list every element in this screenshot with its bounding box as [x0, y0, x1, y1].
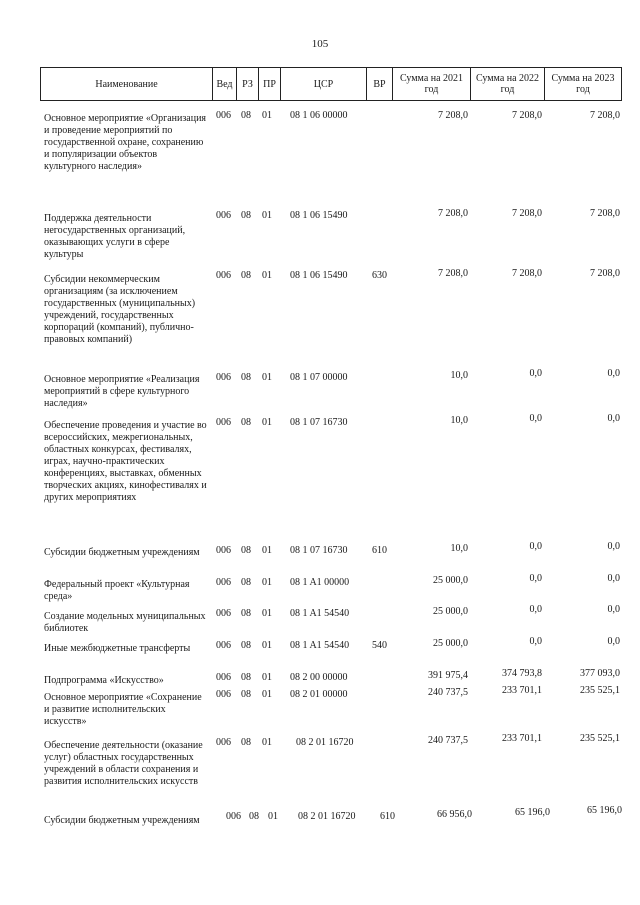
row-sum-2023: 0,0	[607, 604, 620, 615]
row-csr: 08 1 06 15490	[290, 270, 348, 281]
header-vr: ВР	[366, 67, 392, 101]
row-sum-2021: 10,0	[450, 370, 468, 381]
row-name: Поддержка деятельности негосударственных организаций, оказывающих услуги в сфере культуры	[44, 213, 186, 260]
row-csr: 08 1 07 16730	[290, 545, 348, 556]
row-pr: 01	[262, 417, 272, 428]
row-sum-2023: 235 525,1	[580, 685, 620, 696]
row-csr: 08 2 00 00000	[290, 672, 348, 683]
row-pr: 01	[262, 545, 272, 556]
row-sum-2022: 0,0	[529, 541, 542, 552]
row-csr: 08 1 A1 54540	[290, 640, 350, 651]
row-ved: 006	[216, 210, 231, 221]
row-name: Субсидии бюджетным учреждениям	[44, 815, 200, 826]
row-name: Субсидии некоммерческим организациям (за исключением государственных (муниципальных) учреждений, государственных корпораций (компаний), публично-правовых компаний)	[44, 274, 196, 345]
row-csr: 08 1 A1 00000	[290, 577, 350, 588]
row-sum-2021: 25 000,0	[433, 575, 468, 586]
row-sum-2021: 10,0	[450, 415, 468, 426]
row-vr: 630	[372, 270, 387, 281]
row-ved: 006	[216, 110, 231, 121]
row-sum-2023: 0,0	[607, 573, 620, 584]
row-csr: 08 1 07 00000	[290, 372, 348, 383]
row-sum-2022: 233 701,1	[502, 733, 542, 744]
row-pr: 01	[262, 577, 272, 588]
row-sum-2023: 7 208,0	[590, 208, 620, 219]
row-ved: 006	[216, 577, 231, 588]
row-sum-2022: 0,0	[529, 413, 542, 424]
row-sum-2023: 7 208,0	[590, 268, 620, 279]
row-sum-2023: 0,0	[607, 541, 620, 552]
row-name: Обеспечение деятельности (оказание услуг) областных государственных учреждений в области сохранения и развития исполнительских искусств	[44, 740, 203, 787]
row-sum-2023: 7 208,0	[590, 110, 620, 121]
row-sum-2021: 7 208,0	[438, 208, 468, 219]
header-sum-2022: Сумма на 2022 год	[470, 67, 544, 101]
row-sum-2021: 240 737,5	[428, 687, 468, 698]
row-vr: 610	[380, 811, 395, 822]
row-rz: 08	[241, 577, 251, 588]
row-rz: 08	[241, 545, 251, 556]
row-ved: 006	[216, 640, 231, 651]
row-vr: 540	[372, 640, 387, 651]
row-sum-2022: 0,0	[529, 573, 542, 584]
row-name: Иные межбюджетные трансферты	[44, 643, 191, 654]
row-sum-2023: 65 196,0	[587, 805, 622, 816]
row-pr: 01	[268, 811, 278, 822]
header-csr: ЦСР	[280, 67, 366, 101]
header-pr: ПР	[258, 67, 280, 101]
row-sum-2021: 7 208,0	[438, 268, 468, 279]
row-pr: 01	[262, 672, 272, 683]
row-sum-2022: 233 701,1	[502, 685, 542, 696]
row-pr: 01	[262, 608, 272, 619]
row-csr: 08 1 06 00000	[290, 110, 348, 121]
row-rz: 08	[241, 640, 251, 651]
row-name: Субсидии бюджетным учреждениям	[44, 547, 200, 558]
row-vr: 610	[372, 545, 387, 556]
row-sum-2022: 0,0	[529, 604, 542, 615]
row-csr: 08 1 A1 54540	[290, 608, 350, 619]
row-rz: 08	[241, 372, 251, 383]
row-sum-2023: 0,0	[607, 636, 620, 647]
row-rz: 08	[241, 737, 251, 748]
row-sum-2023: 0,0	[607, 368, 620, 379]
row-rz: 08	[241, 210, 251, 221]
row-pr: 01	[262, 372, 272, 383]
row-sum-2021: 391 975,4	[428, 670, 468, 681]
row-ved: 006	[216, 608, 231, 619]
header-sum-2023: Сумма на 2023 год	[544, 67, 622, 101]
row-ved: 006	[216, 372, 231, 383]
row-sum-2021: 25 000,0	[433, 606, 468, 617]
row-csr: 08 1 07 16730	[290, 417, 348, 428]
row-name: Основное мероприятие «Сохранение и развитие исполнительских искусств»	[44, 692, 202, 727]
row-pr: 01	[262, 110, 272, 121]
row-pr: 01	[262, 270, 272, 281]
row-sum-2022: 7 208,0	[512, 268, 542, 279]
row-csr: 08 1 06 15490	[290, 210, 348, 221]
row-ved: 006	[216, 270, 231, 281]
row-sum-2022: 0,0	[529, 636, 542, 647]
row-pr: 01	[262, 737, 272, 748]
row-pr: 01	[262, 640, 272, 651]
row-sum-2022: 65 196,0	[515, 807, 550, 818]
row-sum-2023: 0,0	[607, 413, 620, 424]
row-pr: 01	[262, 689, 272, 700]
row-rz: 08	[241, 672, 251, 683]
row-pr: 01	[262, 210, 272, 221]
row-rz: 08	[241, 689, 251, 700]
row-sum-2021: 7 208,0	[438, 110, 468, 121]
row-ved: 006	[216, 672, 231, 683]
row-ved: 006	[226, 811, 241, 822]
row-rz: 08	[241, 608, 251, 619]
row-rz: 08	[241, 110, 251, 121]
row-csr: 08 2 01 00000	[290, 689, 348, 700]
row-name: Создание модельных муниципальных библиотек	[44, 611, 206, 634]
row-name: Основное мероприятие «Организация и проведение мероприятий по государственной охране, сохранению и популяризации объектов культурного наследия»	[44, 113, 207, 172]
row-rz: 08	[249, 811, 259, 822]
row-sum-2021: 10,0	[450, 543, 468, 554]
row-ved: 006	[216, 689, 231, 700]
row-sum-2022: 7 208,0	[512, 208, 542, 219]
row-sum-2021: 25 000,0	[433, 638, 468, 649]
row-sum-2022: 374 793,8	[502, 668, 542, 679]
row-name: Федеральный проект «Культурная среда»	[44, 579, 190, 602]
page-number: 105	[311, 38, 329, 50]
row-name: Подпрограмма «Искусство»	[44, 675, 164, 686]
row-sum-2022: 0,0	[529, 368, 542, 379]
row-sum-2021: 66 956,0	[437, 809, 472, 820]
row-sum-2022: 7 208,0	[512, 110, 542, 121]
row-sum-2023: 377 093,0	[580, 668, 620, 679]
row-rz: 08	[241, 417, 251, 428]
row-csr: 08 2 01 16720	[298, 811, 356, 822]
row-name: Основное мероприятие «Реализация мероприятий в сфере культурного наследия»	[44, 374, 200, 409]
header-ved: Вед	[212, 67, 236, 101]
row-csr: 08 2 01 16720	[296, 737, 354, 748]
row-rz: 08	[241, 270, 251, 281]
row-ved: 006	[216, 737, 231, 748]
row-sum-2023: 235 525,1	[580, 733, 620, 744]
header-name: Наименование	[40, 67, 212, 101]
row-name: Обеспечение проведения и участие во всероссийских, межрегиональных, областных конкурсах, фестивалях, играх, научно-практических конференциях, выставках, обменных творческих акциях, кинофестивалях и других мероприятиях	[44, 420, 207, 503]
header-sum-2021: Сумма на 2021 год	[392, 67, 470, 101]
row-ved: 006	[216, 417, 231, 428]
row-ved: 006	[216, 545, 231, 556]
row-sum-2021: 240 737,5	[428, 735, 468, 746]
header-rz: РЗ	[236, 67, 258, 101]
